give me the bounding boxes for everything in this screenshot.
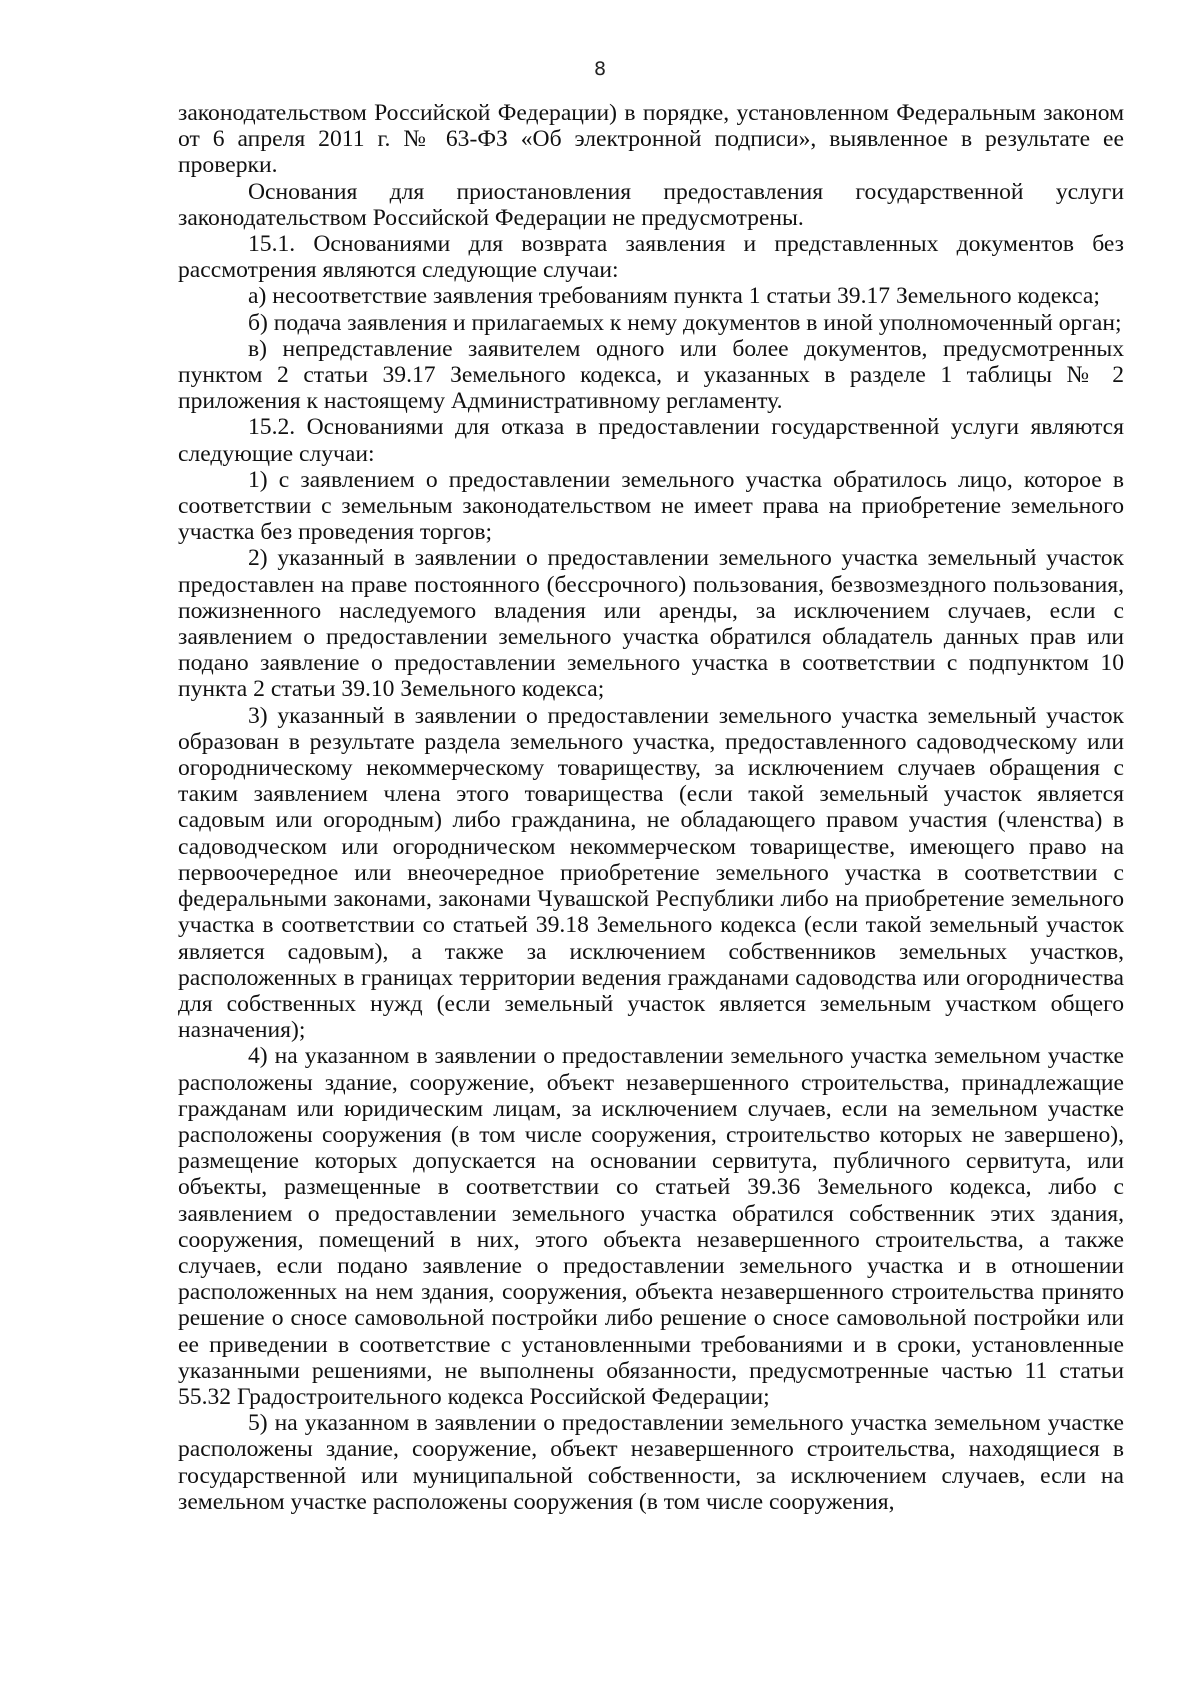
paragraph-15-2-item-5: 5) на указанном в заявлении о предоставлении земельного участка земельном участке расположены здание, сооружение, объект незавершенного строительства, находящиеся в государственной или муниципальной собственности, за исключением случаев, если на земельном участке расположены сооружения (в том числе сооружения, xyxy=(178,1410,1124,1515)
paragraph-15-1: 15.1. Основаниями для возврата заявления и представленных документов без рассмотрения являются следующие случаи: xyxy=(178,231,1124,284)
paragraph-15-1-a: а) несоответствие заявления требованиям пункта 1 статьи 39.17 Земельного кодекса; xyxy=(248,283,1100,310)
paragraph-15-2-item-1: 1) с заявлением о предоставлении земельного участка обратилось лицо, которое в соответствии с земельным законодательством не имеет права на приобретение земельного участка без проведения торгов; xyxy=(178,466,1124,546)
page-number: 8 xyxy=(593,58,607,80)
paragraph-15-1-v: в) непредставление заявителем одного или более документов, предусмотренных пунктом 2 статьи 39.17 Земельного кодекса, и указанных в разделе 1 таблицы № 2 приложения к настоящему Административному регламенту. xyxy=(178,335,1124,415)
paragraph-15-2-item-4: 4) на указанном в заявлении о предоставлении земельного участка земельном участке расположены здание, сооружение, объект незавершенного строительства, принадлежащие гражданам или юридическим лицам, за исключением случаев, если на земельном участке расположены сооружения (в том числе сооружения, строительство которых не завершено), размещение которых допускается на основании сервитута, публичного сервитута, или объекты, размещенные в соответствии со статьей 39.36 Земельного кодекса, либо с заявлением о предоставлении земельного участка обратился собственник этих здания, сооружения, помещений в них, этого объекта незавершенного строительства, а также случаев, если подано заявление о предоставлении земельного участка и в отношении расположенных на нем здания, сооружения, объекта незавершенного строительства принято решение о сносе самовольной постройки либо решение о сносе самовольной постройки или ее приведении в соответствие с установленными требованиями и в сроки, установленные указанными решениями, не выполнены обязанности, предусмотренные частью 11 статьи 55.32 Градостроительного кодекса Российской Федерации; xyxy=(178,1043,1124,1410)
paragraph-15-2-item-3: 3) указанный в заявлении о предоставлении земельного участка земельный участок образован в результате раздела земельного участка, предоставленного садоводческому или огородническому некоммерческому товариществу, за исключением случаев обращения с таким заявлением члена этого товарищества (если такой земельный участок является садовым или огородным) либо гражданина, не обладающего правом участия (членства) в садоводческом или огородническом некоммерческом товариществе, имеющего право на первоочередное или внеочередное приобретение земельного участка в соответствии с федеральными законами, законами Чувашской Республики либо на приобретение земельного участка в соответствии со статьей 39.18 Земельного кодекса (если такой земельный участок является садовым), а также за исключением собственников земельных участков, расположенных в границах территории ведения гражданами садоводства или огородничества для собственных нужд (если земельный участок является земельным участком общего назначения); xyxy=(178,702,1124,1044)
paragraph-15-2-item-2: 2) указанный в заявлении о предоставлении земельного участка земельный участок предоставлен на праве постоянного (бессрочного) пользования, безвозмездного пользования, пожизненного наследуемого владения или аренды, за исключением случаев, если с заявлением о предоставлении земельного участка обратился обладатель данных прав или подано заявление о предоставлении земельного участка в соответствии с подпунктом 10 пункта 2 статьи 39.10 Земельного кодекса; xyxy=(178,545,1124,703)
paragraph-15-2: 15.2. Основаниями для отказа в предоставлении государственной услуги являются следующие случаи: xyxy=(178,414,1124,467)
paragraph-15-1-b: б) подача заявления и прилагаемых к нему документов в иной уполномоченный орган; xyxy=(248,309,1122,336)
paragraph-suspension-grounds: Основания для приостановления предоставления государственной услуги законодательством Российской Федерации не предусмотрены. xyxy=(178,178,1124,231)
document-body xyxy=(178,100,1124,1515)
paragraph-continuation: законодательством Российской Федерации) в порядке, установленном Федеральным законом от 6 апреля 2011 г. № 63-ФЗ «Об электронной подписи», выявленное в результате ее проверки. xyxy=(178,100,1124,179)
